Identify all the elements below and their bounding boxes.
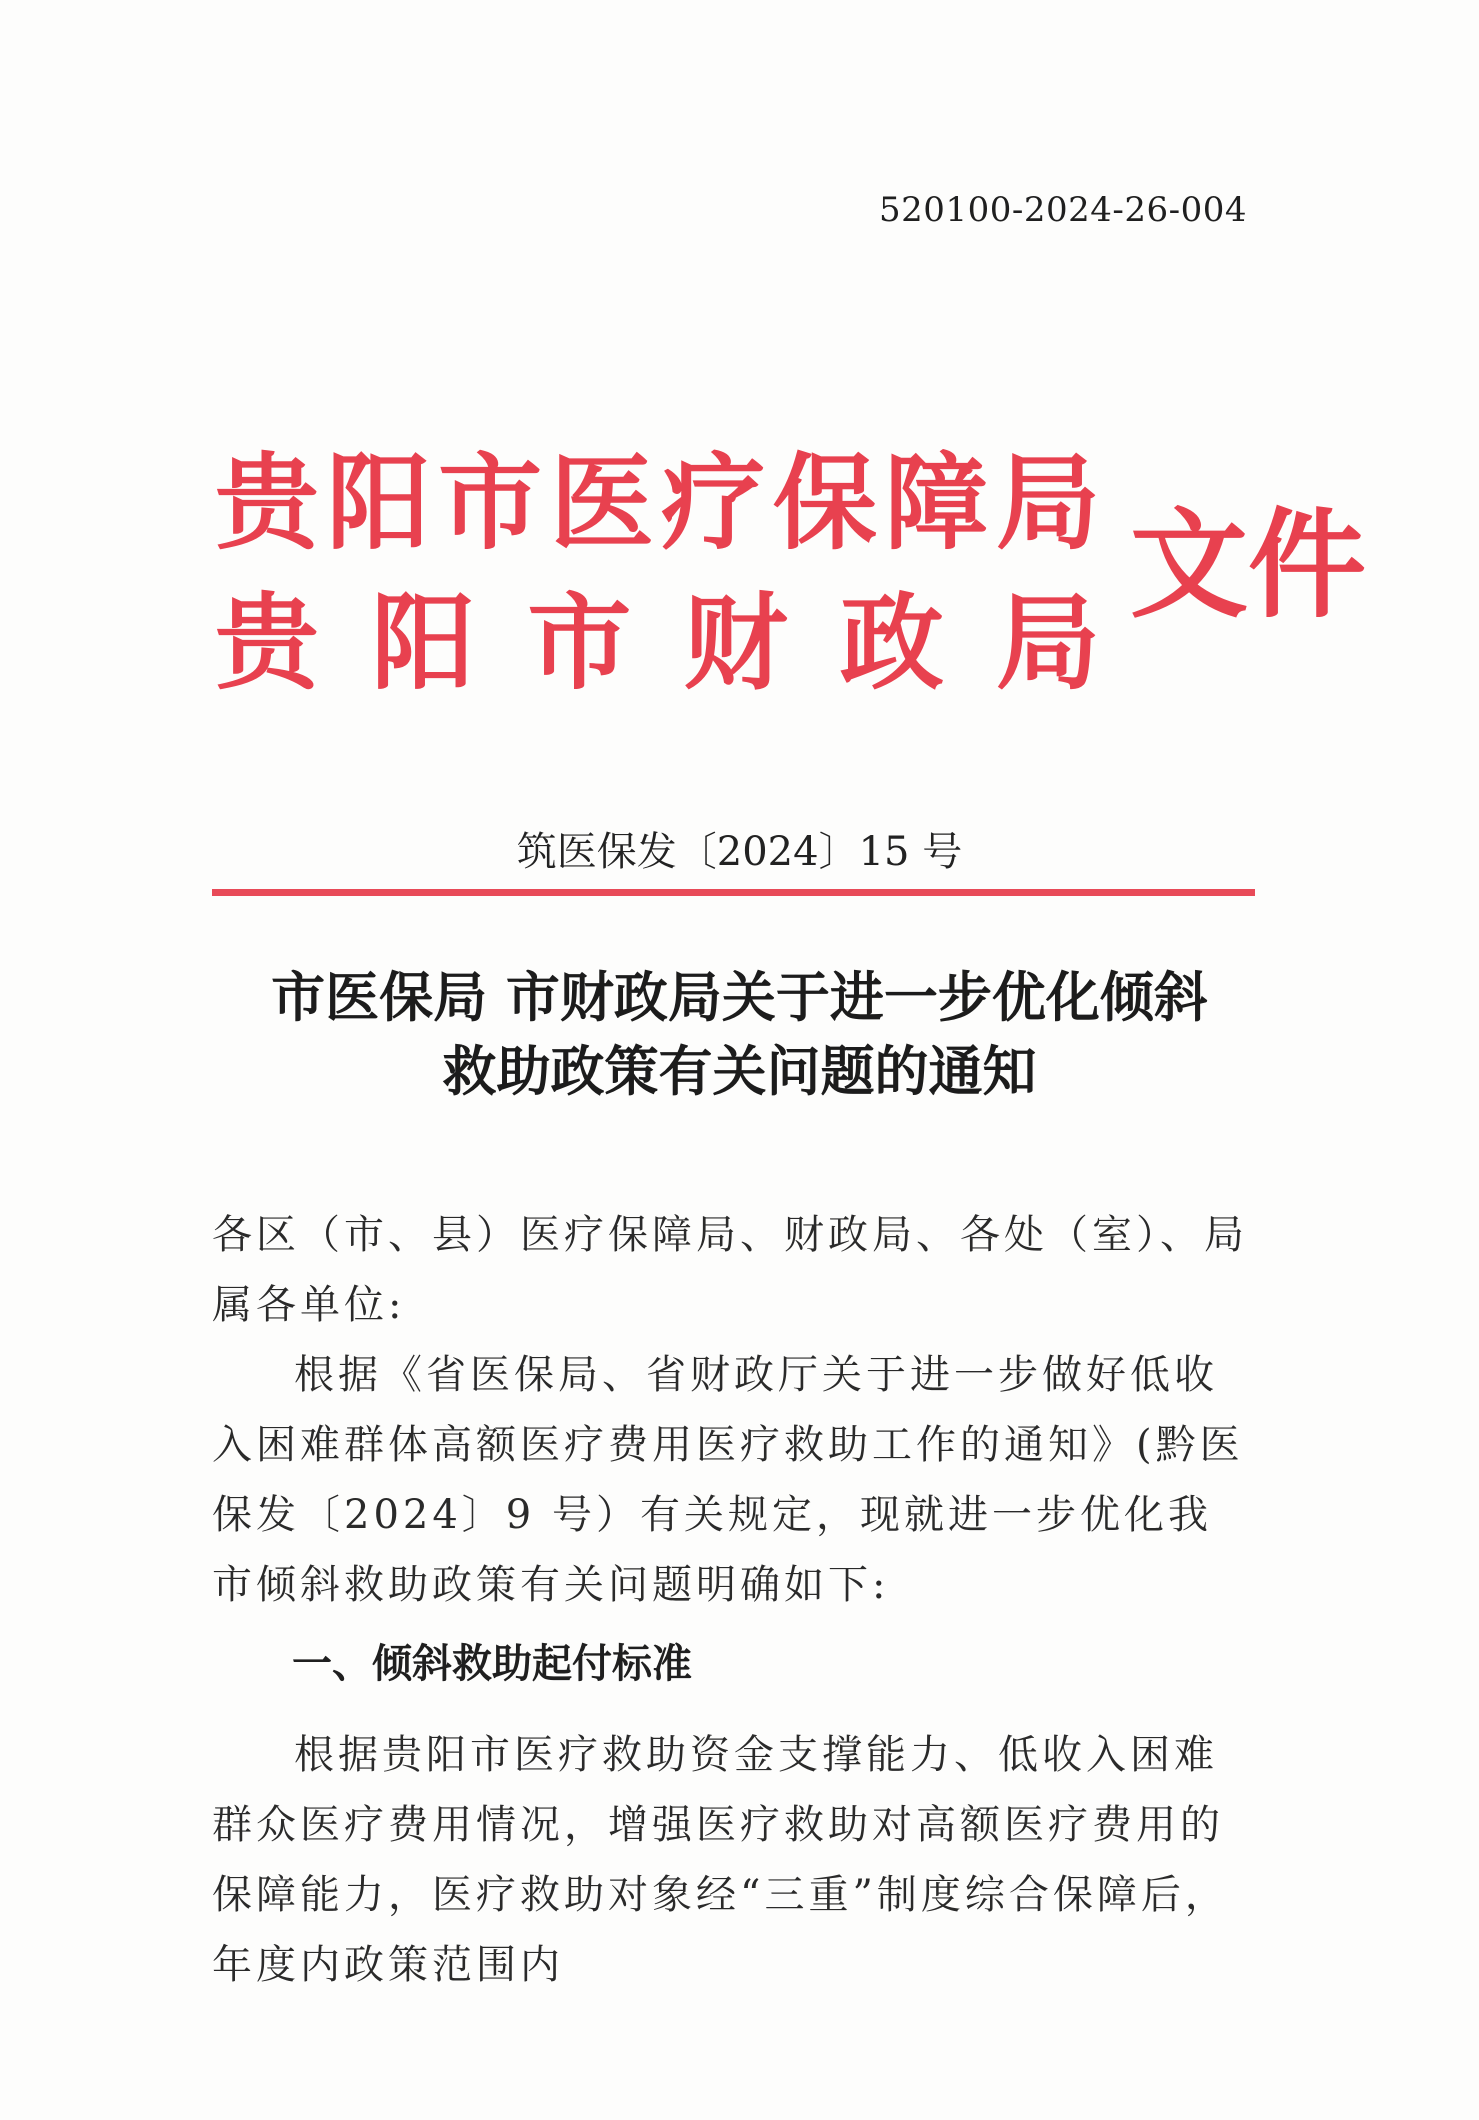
salutation: 各区（市、县）医疗保障局、财政局、各处（室）、局属各单位: [212, 1212, 1248, 1328]
issuer-char: 阳 [371, 581, 476, 704]
issuer-char: 局 [995, 581, 1100, 704]
section-heading-1: 一、倾斜救助起付标准 [292, 1641, 692, 1687]
issuer-char: 政 [839, 581, 944, 704]
issuer-char: 局 [995, 441, 1100, 564]
issuer-char: 医 [549, 441, 654, 564]
issuer-char: 市 [527, 581, 632, 704]
issuer-char: 障 [884, 441, 989, 564]
issuer-char: 市 [438, 441, 543, 564]
title-line-2: 救助政策有关问题的通知 [442, 1039, 1037, 1103]
issuer-char: 贵 [215, 441, 320, 564]
document-title [0, 960, 1479, 1108]
document-number: 筑医保发〔2024〕15 号 [516, 829, 963, 875]
issuer-char: 疗 [661, 441, 766, 564]
title-line-1: 市医保局 市财政局关于进一步优化倾斜 [271, 965, 1208, 1029]
issuer-line-finance-bureau [215, 578, 1100, 708]
red-divider [212, 889, 1255, 896]
red-header [215, 438, 1367, 728]
document-suffix: 文件 [1130, 495, 1367, 634]
issuer-line-medical-security-bureau [215, 438, 1100, 568]
issuer-char: 财 [683, 581, 788, 704]
issuer-char: 贵 [215, 581, 320, 704]
issuer-char: 阳 [326, 441, 431, 564]
paragraph-section-1: 根据贵阳市医疗救助资金支撑能力、低收入困难群众医疗费用情况，增强医疗救助对高额医疗费用的保障能力，医疗救助对象经“三重”制度综合保障后，年度内政策范围内 [212, 1732, 1229, 1988]
paragraph-intro: 根据《省医保局、省财政厅关于进一步做好低收入困难群体高额医疗费用医疗救助工作的通知》(黔医保发〔2024〕9 号）有关规定，现就进一步优化我市倾斜救助政策有关问题明确如下: [212, 1352, 1244, 1608]
document-code: 520100-2024-26-004 [879, 190, 1247, 230]
issuer-char: 保 [772, 441, 877, 564]
